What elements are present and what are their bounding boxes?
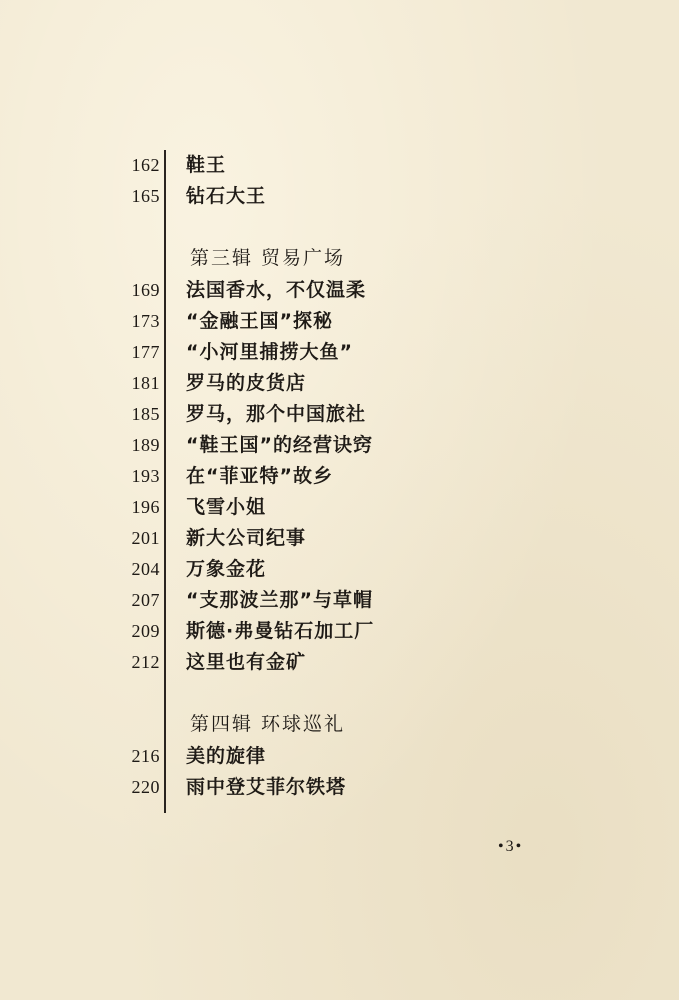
- toc-entry: [0, 585, 679, 615]
- toc-entry: [0, 306, 679, 336]
- toc-entry-title: 法国香水，不仅温柔: [186, 279, 367, 301]
- toc-page-number: 169: [131, 280, 160, 300]
- toc-page-number: 209: [131, 621, 160, 641]
- toc-entry: [0, 150, 679, 180]
- toc-page-number: 216: [131, 746, 160, 766]
- toc-entry-title: 万象金花: [186, 558, 267, 580]
- toc-entry: [0, 647, 679, 677]
- toc-section-title: 第四辑 环球巡礼: [190, 713, 346, 735]
- toc-entry: [0, 492, 679, 522]
- toc-entry-title: “鞋王国”的经营诀窍: [186, 434, 373, 456]
- toc-entry-title: 雨中登艾菲尔铁塔: [186, 776, 347, 798]
- toc-page-number: 207: [131, 590, 160, 610]
- toc-section-title: 第三辑 贸易广场: [190, 247, 346, 269]
- toc-entry: [0, 741, 679, 771]
- toc-entry-title: “小河里捕捞大鱼”: [186, 341, 353, 363]
- toc-entry: [0, 772, 679, 802]
- toc-entry: [0, 616, 679, 646]
- toc-entry: [0, 554, 679, 584]
- toc-entry-title: 在“菲亚特”故乡: [186, 465, 333, 487]
- toc-entry-title: “金融王国”探秘: [186, 310, 333, 332]
- toc-entry-title: 罗马，那个中国旅社: [186, 403, 367, 425]
- page-folio: •3•: [498, 838, 524, 855]
- toc-entry-title: “支那波兰那”与草帽: [186, 589, 373, 611]
- toc-page-number: 220: [131, 777, 160, 797]
- toc-entry-title: 新大公司纪事: [186, 527, 307, 549]
- toc-entry-title: 美的旋律: [186, 745, 267, 767]
- toc-entry: [0, 461, 679, 491]
- toc-entry: [0, 275, 679, 305]
- toc-page-number: 173: [131, 311, 160, 331]
- toc-page-number: 204: [131, 559, 160, 579]
- toc-entry-title: 罗马的皮货店: [186, 372, 307, 394]
- toc-entry-title: 斯德·弗曼钻石加工厂: [186, 620, 375, 642]
- toc-page-number: 181: [131, 373, 160, 393]
- toc-entry: [0, 399, 679, 429]
- toc-page-number: 185: [131, 404, 160, 424]
- toc-page-number: 177: [131, 342, 160, 362]
- toc-page-number: 212: [131, 652, 160, 672]
- toc-page-number: 165: [131, 186, 160, 206]
- toc-entry-title: 钻石大王: [186, 185, 267, 207]
- toc-page-number: 201: [131, 528, 160, 548]
- toc-entry: [0, 430, 679, 460]
- toc-section-heading-row: [0, 243, 679, 273]
- toc-page-number: 162: [131, 155, 160, 175]
- toc-section-heading-row: [0, 709, 679, 739]
- toc-entry: [0, 368, 679, 398]
- toc-entry-title: 飞雪小姐: [186, 496, 267, 518]
- toc-page-number: 189: [131, 435, 160, 455]
- toc-page-number: 193: [131, 466, 160, 486]
- toc-page-number: 196: [131, 497, 160, 517]
- toc-entry-title: 鞋王: [186, 154, 227, 176]
- toc-entry: [0, 181, 679, 211]
- toc-entry: [0, 523, 679, 553]
- toc-entry-title: 这里也有金矿: [186, 651, 307, 673]
- toc-entry: [0, 337, 679, 367]
